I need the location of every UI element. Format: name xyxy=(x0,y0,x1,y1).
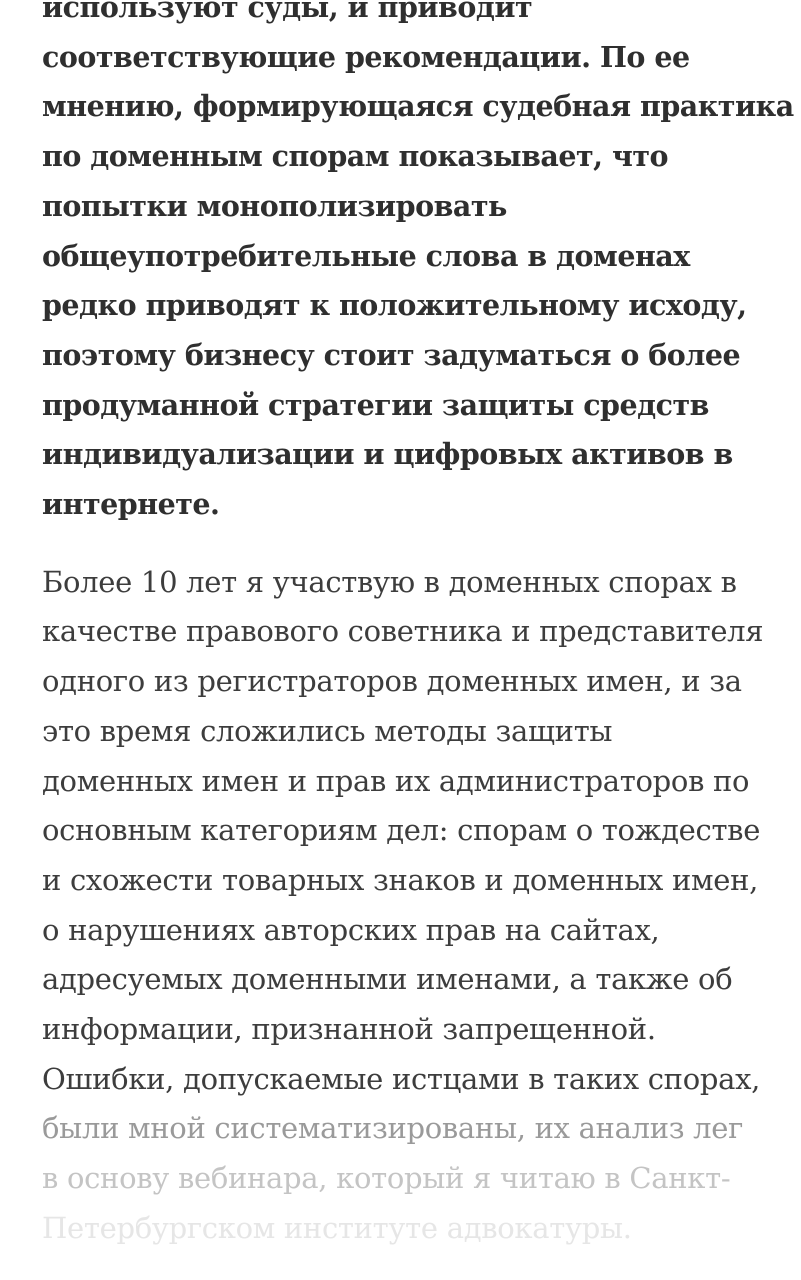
body-line: одного из регистраторов доменных имен, и за xyxy=(42,664,742,699)
lead-line: поэтому бизнесу стоит задуматься о более xyxy=(42,337,741,372)
lead-line: интернете. xyxy=(42,487,220,522)
body-line: адресуемых доменными именами, а также об xyxy=(42,962,733,997)
lead-line: используют суды, и приводит xyxy=(42,0,533,24)
body-line: информации, признанной запрещенной. xyxy=(42,1012,656,1047)
lead-line: редко приводят к положительному исходу, xyxy=(42,288,747,323)
body-line: основным категориям дел: спорам о тождестве xyxy=(42,813,761,848)
lead-line: продуманной стратегии защиты средств xyxy=(42,387,709,422)
body-line: Более 10 лет я участвую в доменных спорах в xyxy=(42,564,737,599)
lead-line: индивидуализации и цифровых активов в xyxy=(42,437,733,472)
body-line: о нарушениях авторских прав на сайтах, xyxy=(42,912,660,947)
body-line-faded: были мной систематизированы, их анализ лег xyxy=(42,1111,744,1146)
lead-line: по доменным спорам показывает, что xyxy=(42,139,669,174)
article-content xyxy=(42,0,794,1254)
body-line: и схожести товарных знаков и доменных имен, xyxy=(42,862,759,897)
body-line-faded: Петербургском институте адвокатуры. xyxy=(42,1210,632,1245)
body-line-faded: в основу вебинара, который я читаю в Санкт- xyxy=(42,1161,731,1196)
lead-line: попытки монополизировать xyxy=(42,188,507,223)
body-line: это время сложились методы защиты xyxy=(42,713,613,748)
body-line: доменных имен и прав их администраторов по xyxy=(42,763,750,798)
body-line: Ошибки, допускаемые истцами в таких спорах, xyxy=(42,1061,761,1096)
body-paragraph xyxy=(42,558,767,1254)
lead-line: мнению, формирующаяся судебная практика xyxy=(42,89,794,124)
body-line: качестве правового советника и представителя xyxy=(42,614,764,649)
lead-paragraph xyxy=(42,0,794,530)
lead-line: общеупотребительные слова в доменах xyxy=(42,238,690,273)
lead-line: соответствующие рекомендации. По ее xyxy=(42,39,690,74)
